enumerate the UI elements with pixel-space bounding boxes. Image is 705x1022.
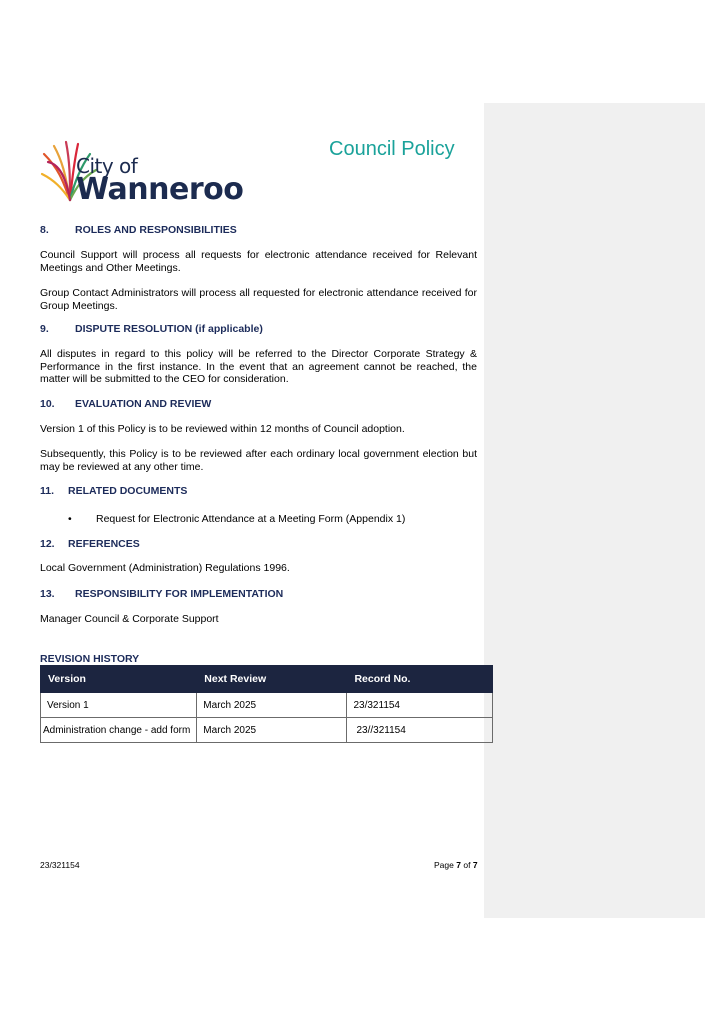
page-current: 7 <box>456 860 461 870</box>
comment-pane <box>484 103 705 918</box>
column-header: Next Review <box>197 666 347 693</box>
table-cell: March 2025 <box>197 718 347 743</box>
page-of: of <box>463 860 471 870</box>
section-heading <box>40 485 187 497</box>
paragraph: Version 1 of this Policy is to be reviewed within 12 months of Council adoption. <box>40 423 405 435</box>
related-document-item: Request for Electronic Attendance at a Meeting Form (Appendix 1) <box>96 513 406 525</box>
table-cell: March 2025 <box>197 693 347 718</box>
section-number: 8. <box>40 224 49 236</box>
section-heading <box>40 588 283 600</box>
revision-history-title: REVISION HISTORY <box>40 653 140 665</box>
section-number: 12. <box>40 538 55 550</box>
logo-line1: City of <box>76 154 138 178</box>
paragraph: Subsequently, this Policy is to be reviewed after each ordinary local government election but may be reviewed at any other time. <box>40 448 477 473</box>
document-type-title: Council Policy <box>329 138 455 160</box>
paragraph: All disputes in regard to this policy will be referred to the Director Corporate Strategy & Performance in the first instance. In the event that an agreement cannot be reached, the matter will be submitted to the CEO for consideration. <box>40 348 477 386</box>
logo-line2: Wanneroo <box>76 172 244 207</box>
paragraph: Local Government (Administration) Regulations 1996. <box>40 562 290 574</box>
column-header: Record No. <box>347 666 493 693</box>
table-cell: Administration change - add form <box>41 718 197 743</box>
section-number: 10. <box>40 398 55 410</box>
table-cell: 23//321154 <box>347 718 493 743</box>
bullet-icon: • <box>68 513 72 525</box>
section-number: 9. <box>40 323 49 335</box>
paragraph: Council Support will process all requests for electronic attendance received for Relevant Meetings and Other Meetings. <box>40 249 477 274</box>
column-header: Version <box>41 666 197 693</box>
section-title: DISPUTE RESOLUTION (if applicable) <box>75 323 263 335</box>
section-title: RESPONSIBILITY FOR IMPLEMENTATION <box>75 588 284 600</box>
section-number: 11. <box>40 485 55 497</box>
section-title: ROLES AND RESPONSIBILITIES <box>75 224 237 236</box>
section-number: 13. <box>40 588 55 600</box>
section-title: REFERENCES <box>68 538 140 550</box>
section-heading <box>40 323 263 335</box>
table-row <box>41 718 493 743</box>
footer-record-number: 23/321154 <box>40 860 80 870</box>
table-header-row <box>41 666 493 693</box>
revision-history-table <box>40 665 493 743</box>
section-heading <box>40 224 237 236</box>
section-heading <box>40 398 211 410</box>
page-total: 7 <box>472 860 478 870</box>
paragraph: Manager Council & Corporate Support <box>40 613 219 625</box>
paragraph: Group Contact Administrators will process all requested for electronic attendance received for Group Meetings. <box>40 287 477 312</box>
table-cell: 23/321154 <box>347 693 493 718</box>
section-heading <box>40 538 140 550</box>
table-row <box>41 693 493 718</box>
page-label: Page <box>434 860 454 870</box>
footer-page-number <box>434 860 478 870</box>
section-title: EVALUATION AND REVIEW <box>75 398 212 410</box>
section-title: RELATED DOCUMENTS <box>68 485 188 497</box>
table-cell: Version 1 <box>41 693 197 718</box>
